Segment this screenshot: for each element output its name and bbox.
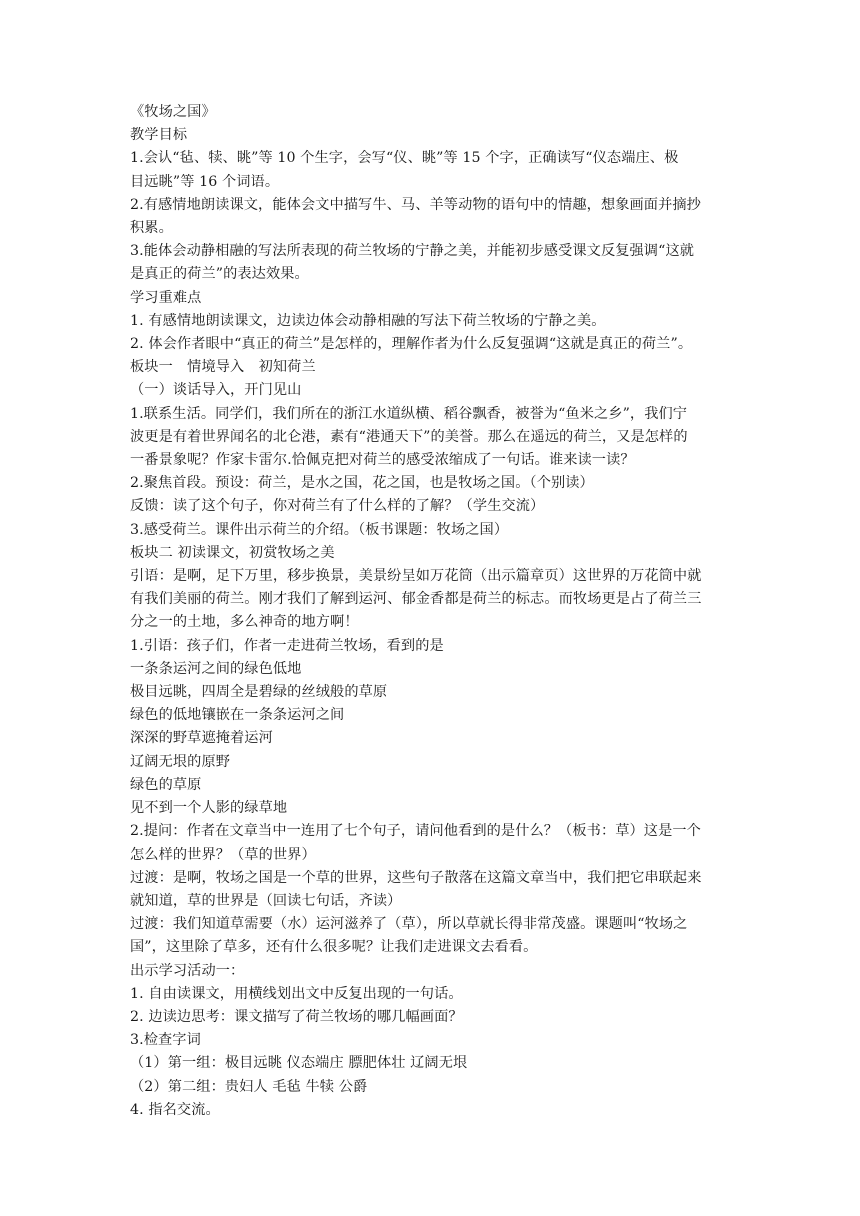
document-line: 学习重难点: [130, 289, 202, 306]
document-line: 过渡：是啊，牧场之国是一个草的世界，这些句子散落在这篇文章当中，我们把它串联起来: [130, 869, 702, 886]
document-line: 是真正的荷兰”的表达效果。: [130, 266, 309, 283]
document-line: （1）第一组：极目远眺 仪态端庄 膘肥体壮 辽阔无垠: [130, 1055, 468, 1072]
document-line: 反馈：读了这个句子，你对荷兰有了什么样的了解？（学生交流）: [130, 498, 545, 515]
document-line: 绿色的低地镶嵌在一条条运河之间: [130, 707, 345, 724]
document-line: 3.感受荷兰。课件出示荷兰的介绍。（板书课题：牧场之国）: [130, 521, 509, 538]
document-line: 出示学习活动一：: [130, 962, 245, 979]
document-line: 辽阔无垠的原野: [130, 753, 231, 770]
document-line: 过渡：我们知道草需要（水）运河滋养了（草），所以草就长得非常茂盛。课题叫“牧场之: [130, 916, 688, 933]
document-line: 1.联系生活。同学们，我们所在的浙江水道纵横、稻谷飘香，被誉为“鱼米之乡”，我们宁: [130, 405, 688, 422]
document-line: 一条条运河之间的绿色低地: [130, 660, 302, 677]
document-line: 1. 有感情地朗读课文，边读边体会动静相融的写法下荷兰牧场的宁静之美。: [130, 312, 606, 329]
document-line: 1.会认“毡、犊、眺”等 10 个生字，会写“仪、眺”等 15 个字，正确读写“仪态端庄、极: [130, 150, 679, 167]
document-line: 一番景象呢？作家卡雷尔.恰佩克把对荷兰的感受浓缩成了一句话。谁来读一读？: [130, 452, 635, 469]
document-line: 分之一的土地，多么神奇的地方啊！: [130, 614, 359, 631]
document-line: 2. 边读边思考：课文描写了荷兰牧场的哪几幅画面？: [130, 1008, 463, 1025]
document-line: 《牧场之国》: [130, 104, 216, 120]
document-line: 3.检查字词: [130, 1032, 201, 1049]
document-line: 波更是有着世界闻名的北仑港，素有“港通天下”的美誉。那么在遥远的荷兰，又是怎样的: [130, 428, 688, 445]
document-line: （一）谈话导入，开门见山: [130, 382, 302, 399]
document-line: 1. 自由读课文，用横线划出文中反复出现的一句话。: [130, 985, 463, 1002]
document-line: 2. 体会作者眼中“真正的荷兰”是怎样的，理解作者为什么反复强调“这就是真正的荷兰”。: [130, 336, 693, 353]
document-line: 目远眺”等 16 个词语。: [130, 173, 280, 190]
document-line: 极目远眺，四周全是碧绿的丝绒般的草原: [130, 684, 388, 701]
document-line: 2.聚焦首段。预设：荷兰，是水之国，花之国，也是牧场之国。（个别读）: [130, 475, 594, 492]
document-line: 就知道，草的世界是（回读七句话，齐读）: [130, 892, 402, 909]
document-line: 板块一 情境导入 初知荷兰: [130, 359, 316, 376]
document-line: 见不到一个人影的绿草地: [130, 800, 288, 817]
document-line: 2.提问：作者在文章当中一连用了七个句子，请问他看到的是什么？（板书：草）这是一个: [130, 823, 701, 840]
document-line: 板块二 初读课文，初赏牧场之美: [130, 544, 335, 561]
document-line: 引语：是啊，足下万里，移步换景，美景纷呈如万花筒（出示篇章页）这世界的万花筒中就: [130, 568, 702, 585]
document-line: （2）第二组：贵妇人 毛毡 牛犊 公爵: [130, 1078, 368, 1095]
document-line: 有我们美丽的荷兰。刚才我们了解到运河、郁金香都是荷兰的标志。而牧场更是占了荷兰三: [130, 591, 702, 608]
document-line: 深深的野草遮掩着运河: [130, 730, 273, 747]
document-line: 绿色的草原: [130, 776, 202, 793]
document-line: 教学目标: [130, 127, 188, 144]
document-line: 怎么样的世界？（草的世界）: [130, 846, 316, 863]
document-body: [130, 101, 734, 1122]
document-line: 2.有感情地朗读课文，能体会文中描写牛、马、羊等动物的语句中的情趣，想象画面并摘抄: [130, 196, 701, 213]
document-line: 积累。: [130, 220, 173, 237]
document-line: 3.能体会动静相融的写法所表现的荷兰牧场的宁静之美，并能初步感受课文反复强调“这就: [130, 243, 695, 260]
document-line: 4. 指名交流。: [130, 1101, 220, 1118]
document-line: 1.引语：孩子们，作者一走进荷兰牧场，看到的是: [130, 637, 444, 654]
document-line: 国”，这里除了草多，还有什么很多呢？让我们走进课文去看看。: [130, 939, 538, 956]
